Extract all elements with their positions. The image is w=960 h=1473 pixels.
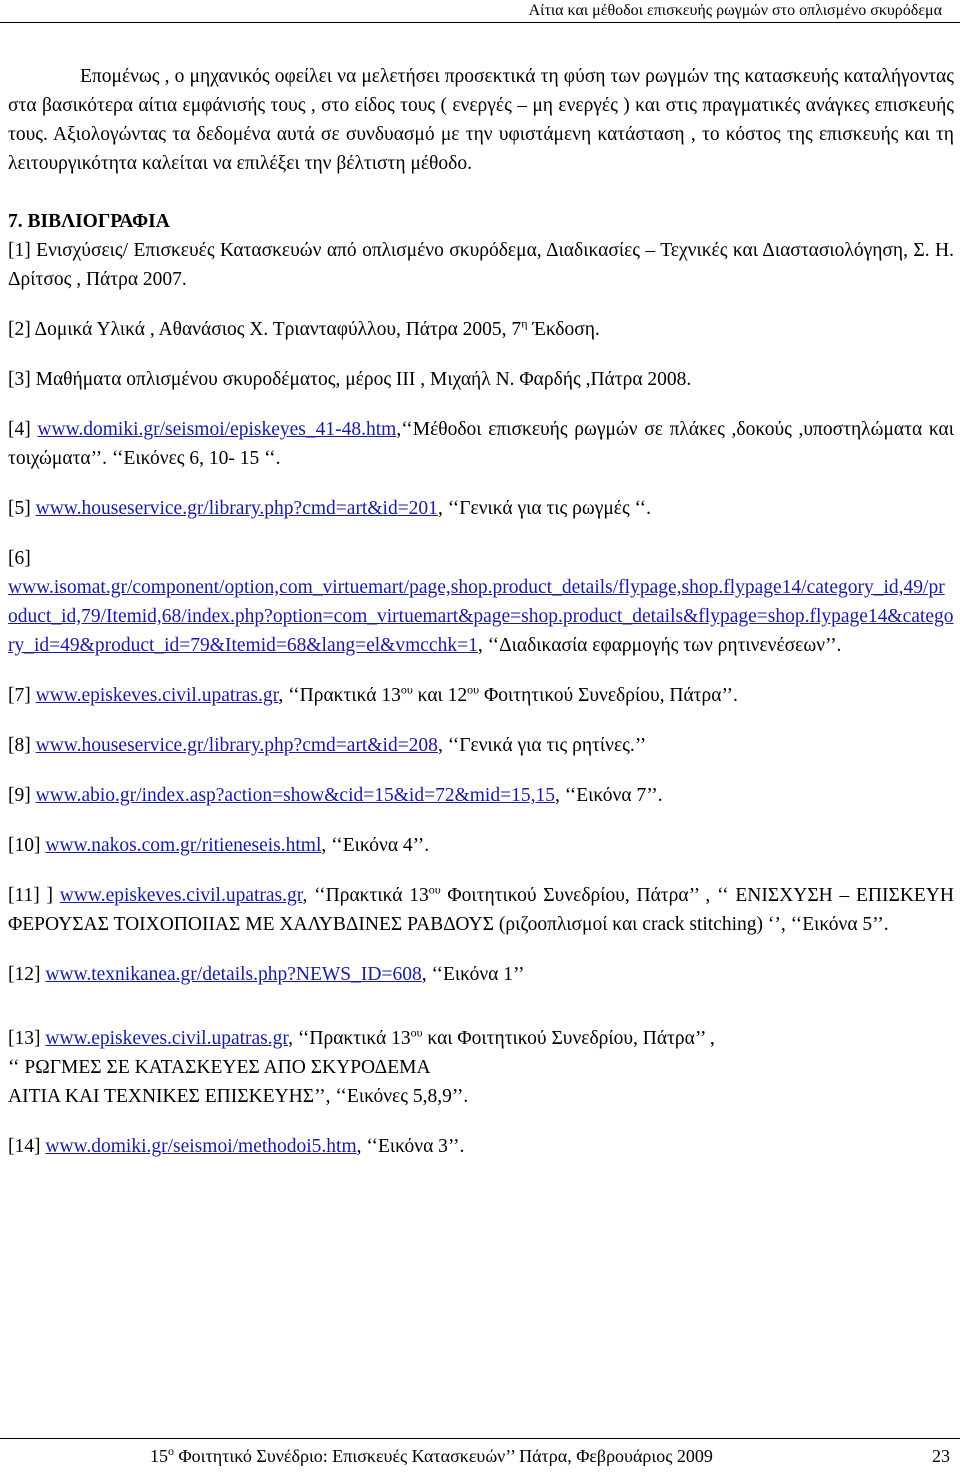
reference-7 xyxy=(8,681,954,710)
reference-2-text-end: Έκδοση. xyxy=(527,319,600,340)
reference-9 xyxy=(8,781,954,810)
reference-13 xyxy=(8,1024,954,1111)
reference-13-number: [13] xyxy=(8,1028,46,1049)
reference-14-number: [14] xyxy=(8,1136,46,1157)
reference-8 xyxy=(8,731,954,760)
reference-11-link[interactable]: www.episkeves.civil.upatras.gr xyxy=(59,885,303,906)
page-content xyxy=(8,62,954,1161)
reference-11-text-b: Φοιτητικού Συνεδρίου, Πάτρα’’ , ‘‘ ΕΝΙΣΧΥΣΗ – ΕΠΙΣΚΕΥΗ ΦΕΡΟΥΣΑΣ ΤΟΙΧΟΠΟΙΙΑΣ ΜΕ ΧΑΛΥΒΔΙΝΕΣ ΡΑΒΔΟΥΣ (ριζοοπλισμοί και crack stitching) ‘’, ‘‘Εικόνα 5’’. xyxy=(8,885,954,935)
reference-7-link[interactable]: www.episkeves.civil.upatras.gr xyxy=(35,685,279,706)
reference-4-link[interactable]: www.domiki.gr/seismoi/episkeyes_41-48.htm xyxy=(37,419,397,440)
reference-4-number: [4] xyxy=(8,419,38,440)
reference-5-text: , ‘‘Γενικά για τις ρωγμές ‘‘. xyxy=(437,498,651,519)
reference-11-number: [11] ] xyxy=(8,885,60,906)
reference-12-link[interactable]: www.texnikanea.gr/details.php?NEWS_ID=608 xyxy=(45,964,422,985)
reference-5-number: [5] xyxy=(8,498,36,519)
intro-paragraph: Επομένως , ο μηχανικός οφείλει να μελετήσει προσεκτικά τη φύση των ρωγμών της κατασκευής καταλήγοντας στα βασικότερα αίτια εμφάνισής τους , στο είδος τους ( ενεργές – μη ενεργές ) και στις πραγματικές ανάγκες επισκευής τους. Αξιολογώντας τα δεδομένα αυτά σε συνδυασμό με την υφιστάμενη κατάσταση , το κόστος της επισκευής και τη λειτουργικότητα καλείται να επιλέξει την βέλτιστη μέθοδο. xyxy=(8,66,954,174)
reference-5 xyxy=(8,494,954,523)
reference-13-sup: ου xyxy=(410,1025,423,1040)
running-header xyxy=(0,0,960,23)
footer-text xyxy=(150,1439,713,1473)
reference-6-number: [6] xyxy=(8,548,31,569)
reference-12 xyxy=(8,960,954,989)
footer-sup: ο xyxy=(168,1444,174,1458)
reference-9-link[interactable]: www.abio.gr/index.asp?action=show&cid=15&id=72&mid=15,15 xyxy=(35,785,555,806)
reference-7-text-a: , ‘‘Πρακτικά 13 xyxy=(278,685,401,706)
reference-10-number: [10] xyxy=(8,835,46,856)
reference-7-text-b: και 12 xyxy=(412,685,468,706)
reference-13-link[interactable]: www.episkeves.civil.upatras.gr xyxy=(45,1028,289,1049)
footer-edition: 15 xyxy=(150,1446,168,1466)
reference-2-sup: η xyxy=(521,316,528,331)
reference-7-sup-1: ου xyxy=(400,682,413,697)
reference-7-text-c: Φοιτητικού Συνεδρίου, Πάτρα’’. xyxy=(479,685,738,706)
reference-9-number: [9] xyxy=(8,785,36,806)
reference-6-link[interactable]: www.isomat.gr/component/option,com_virtuemart/page,shop.product_details/flypage,shop.flypage14/category_id,49/product_id,79/Itemid,68/index.php?option=com_virtuemart&page=shop.product_details&flypage=shop.flypage14&category_id=49&product_id=79&Itemid=68&lang=el&vmcchk=1 xyxy=(8,577,954,656)
reference-2 xyxy=(8,315,954,344)
reference-11 xyxy=(8,881,954,939)
reference-7-number: [7] xyxy=(8,685,36,706)
reference-12-number: [12] xyxy=(8,964,46,985)
reference-11-sup: ου xyxy=(428,882,441,897)
reference-10-link[interactable]: www.nakos.com.gr/ritieneseis.html xyxy=(45,835,322,856)
reference-8-number: [8] xyxy=(8,735,36,756)
reference-6-text: , ‘‘Διαδικασία εφαρμογής των ρητινενέσεων’’. xyxy=(477,635,842,656)
reference-4-text: ,‘‘Μέθοδοι επισκευής ρωγμών σε πλάκες ,δοκούς ,υποστηλώματα και τοιχώματα’’. ‘‘Εικόνες 6, 10- 15 ‘‘. xyxy=(8,419,954,469)
reference-4 xyxy=(8,415,954,473)
footer-title: Φοιτητικό Συνέδριο: Επισκευές Κατασκευών’’ Πάτρα, Φεβρουάριος 2009 xyxy=(174,1446,713,1466)
reference-9-text: , ‘‘Εικόνα 7’’. xyxy=(554,785,663,806)
reference-2-text: [2] Δομικά Υλικά , Αθανάσιος Χ. Τριανταφύλλου, Πάτρα 2005, 7 xyxy=(8,319,522,340)
reference-14 xyxy=(8,1132,954,1161)
reference-8-link[interactable]: www.houseservice.gr/library.php?cmd=art&id=208 xyxy=(35,735,438,756)
reference-12-text: , ‘‘Εικόνα 1’’ xyxy=(421,964,525,985)
reference-11-text-a: , ‘‘Πρακτικά 13 xyxy=(302,885,429,906)
reference-13-text-b: και Φοιτητικού Συνεδρίου, Πάτρα’’ , xyxy=(422,1028,715,1049)
reference-3-text: [3] Μαθήματα οπλισμένου σκυροδέματος, μέρος ΙΙΙ , Μιχαήλ Ν. Φαρδής ,Πάτρα 2008. xyxy=(8,369,692,390)
reference-3 xyxy=(8,365,954,394)
reference-6 xyxy=(8,544,954,660)
reference-7-sup-2: ου xyxy=(467,682,480,697)
reference-14-link[interactable]: www.domiki.gr/seismoi/methodoi5.htm xyxy=(45,1136,357,1157)
reference-8-text: , ‘‘Γενικά για τις ρητίνες.’’ xyxy=(437,735,647,756)
page-footer xyxy=(0,1438,960,1473)
header-title: Αίτια και μέθοδοι επισκευής ρωγμών στο οπλισμένο σκυρόδεμα xyxy=(528,2,942,19)
reference-1 xyxy=(8,236,954,294)
page-number: 23 xyxy=(932,1446,950,1466)
reference-13-text-a: , ‘‘Πρακτικά 13 xyxy=(288,1028,411,1049)
reference-14-text: , ‘‘Εικόνα 3’’. xyxy=(356,1136,465,1157)
reference-13-text-d: ΑΙΤΙΑ ΚΑΙ ΤΕΧΝΙΚΕΣ ΕΠΙΣΚΕΥΗΣ’’, ‘‘Εικόνες 5,8,9’’. xyxy=(8,1086,469,1107)
reference-13-text-c: ‘‘ ΡΩΓΜΕΣ ΣΕ ΚΑΤΑΣΚΕΥΕΣ ΑΠΟ ΣΚΥΡΟΔΕΜΑ xyxy=(8,1057,431,1078)
reference-5-link[interactable]: www.houseservice.gr/library.php?cmd=art&id=201 xyxy=(35,498,438,519)
section-title: 7. ΒΙΒΛΙΟΓΡΑΦΙΑ xyxy=(8,211,170,232)
reference-10-text: , ‘‘Εικόνα 4’’. xyxy=(321,835,430,856)
reference-1-text: [1] Ενισχύσεις/ Επισκευές Κατασκευών από οπλισμένο σκυρόδεμα, Διαδικασίες – Τεχνικές και Διαστασιολόγηση, Σ. Η. Δρίτσος , Πάτρα 2007. xyxy=(8,240,954,290)
reference-10 xyxy=(8,831,954,860)
